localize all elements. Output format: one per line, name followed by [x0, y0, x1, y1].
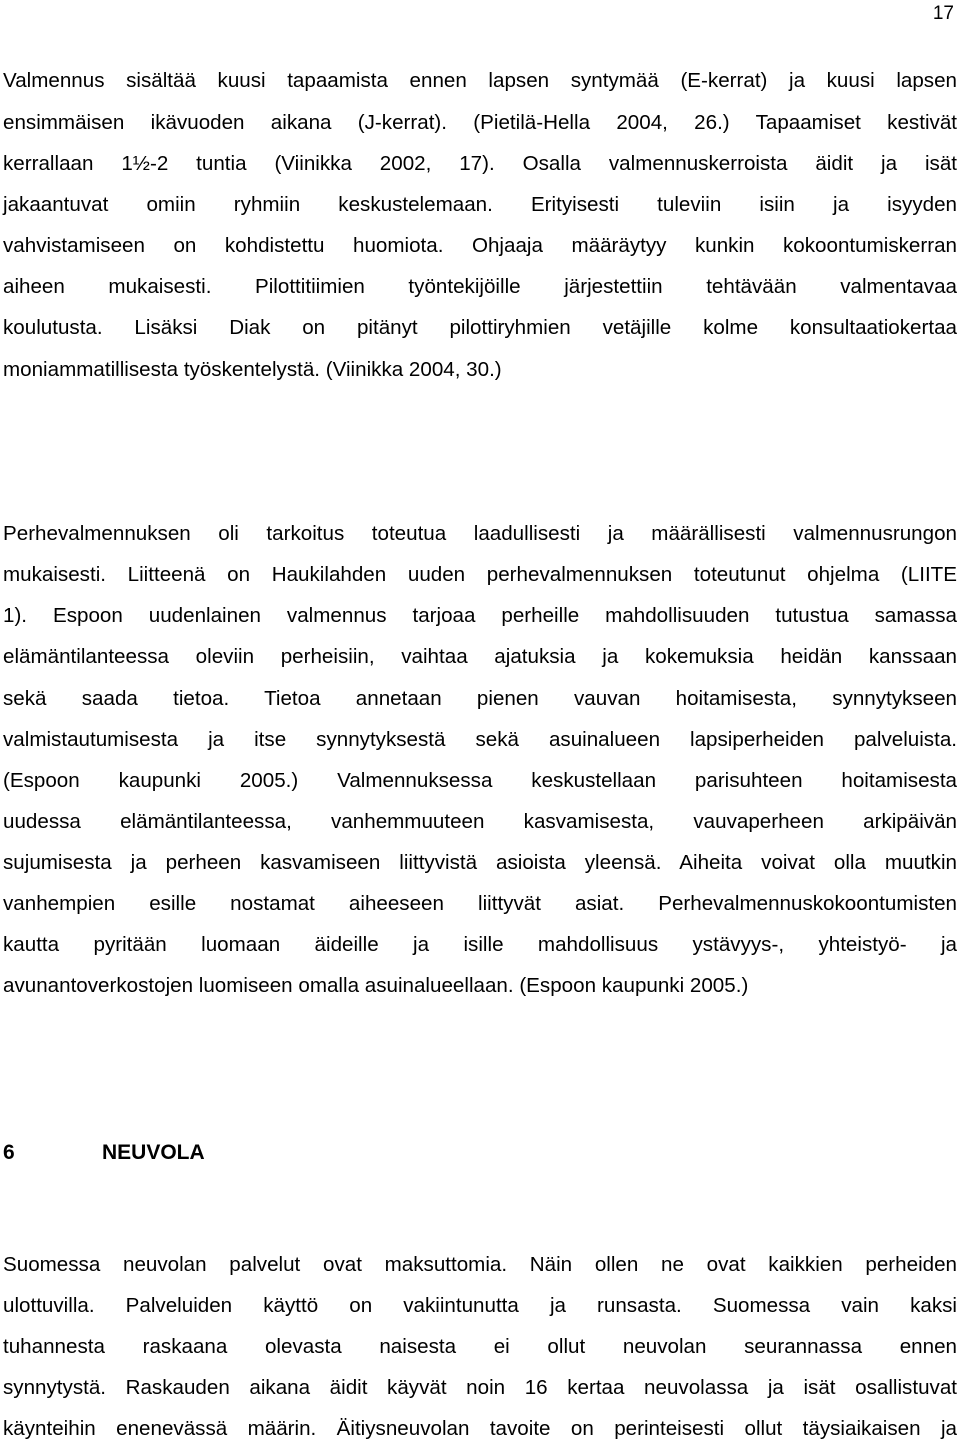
text-line: 1). Espoon uudenlainen valmennus tarjoaa perheille mahdollisuuden tutustua samassa [3, 604, 957, 627]
text-line: uudessa elämäntilanteessa, vanhemmuuteen kasvamisesta, vauvaperheen arkipäivän [3, 810, 957, 833]
text-line: synnytystä. Raskauden aikana äidit käyvät noin 16 kertaa neuvolassa ja isät osallistuvat [3, 1376, 957, 1399]
text-line: vahvistamiseen on kohdistettu huomiota. Ohjaaja määräytyy kunkin kokoontumiskerran [3, 234, 957, 257]
text-line: sekä saada tietoa. Tietoa annetaan pienen vauvan hoitamisesta, synnytykseen [3, 687, 957, 710]
page-number: 17 [932, 3, 954, 24]
text-line: (Espoon kaupunki 2005.) Valmennuksessa keskustellaan parisuhteen hoitamisesta [3, 769, 957, 792]
text-line: sujumisesta ja perheen kasvamiseen liittyvistä asioista yleensä. Aiheita voivat olla muutkin [3, 851, 957, 874]
section-heading [3, 1139, 205, 1167]
section-number: 6 [3, 1141, 15, 1164]
text-line: mukaisesti. Liitteenä on Haukilahden uuden perhevalmennuksen toteutunut ohjelma (LIITE [3, 563, 957, 586]
text-line: vanhempien esille nostamat aiheeseen liittyvät asiat. Perhevalmennuskokoontumisten [3, 892, 957, 915]
text-line: avunantoverkostojen luomiseen omalla asuinalueellaan. (Espoon kaupunki 2005.) [3, 974, 749, 997]
text-line: moniammatillisesta työskentelystä. (Viinikka 2004, 30.) [3, 358, 502, 381]
text-line: tuhannesta raskaana olevasta naisesta ei ollut neuvolan seurannassa ennen [3, 1335, 957, 1358]
text-line: koulutusta. Lisäksi Diak on pitänyt pilottiryhmien vetäjille kolme konsultaatiokertaa [3, 316, 957, 339]
text-line: elämäntilanteessa oleviin perheisiin, vaihtaa ajatuksia ja kokemuksia heidän kanssaan [3, 645, 957, 668]
text-line: Suomessa neuvolan palvelut ovat maksuttomia. Näin ollen ne ovat kaikkien perheiden [3, 1253, 957, 1276]
text-line: kerrallaan 1½-2 tuntia (Viinikka 2002, 17). Osalla valmennuskerroista äidit ja isät [3, 152, 957, 175]
text-line: Valmennus sisältää kuusi tapaamista ennen lapsen syntymää (E-kerrat) ja kuusi lapsen [3, 69, 957, 92]
section-title: NEUVOLA [102, 1141, 205, 1164]
text-line: käynteihin enenevässä määrin. Äitiysneuvolan tavoite on perinteisesti ollut täysiaikaisen ja [3, 1417, 957, 1440]
text-line: ensimmäisen ikävuoden aikana (J-kerrat). (Pietilä-Hella 2004, 26.) Tapaamiset kestivät [3, 111, 957, 134]
text-line: jakaantuvat omiin ryhmiin keskustelemaan. Erityisesti tuleviin isiin ja isyyden [3, 193, 957, 216]
text-line: ulottuvilla. Palveluiden käyttö on vakiintunutta ja runsasta. Suomessa vain kaksi [3, 1294, 957, 1317]
text-line: kautta pyritään luomaan äideille ja isille mahdollisuus ystävyys-, yhteistyö- ja [3, 933, 957, 956]
text-line: Perhevalmennuksen oli tarkoitus toteutua laadullisesti ja määrällisesti valmennusrungon [3, 522, 957, 545]
text-line: valmistautumisesta ja itse synnytyksestä sekä asuinalueen lapsiperheiden palveluista. [3, 728, 957, 751]
text-line: aiheen mukaisesti. Pilottitiimien työntekijöille järjestettiin tehtävään valmentavaa [3, 275, 957, 298]
